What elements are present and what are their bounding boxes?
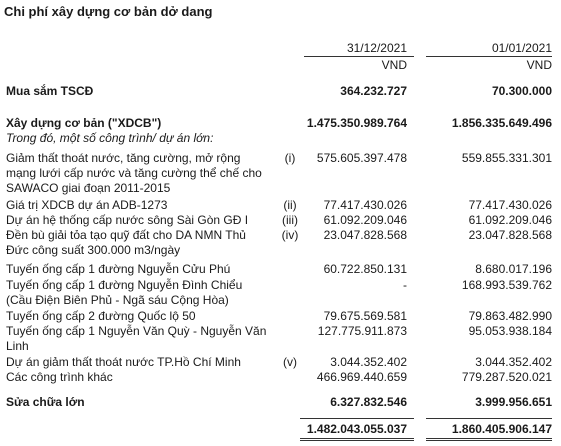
row-label: Dự án hệ thống cấp nước sông Sài Gòn GĐ I <box>6 213 249 227</box>
row-value-2021-12-31: 466.969.440.659 <box>316 370 407 384</box>
col2-unit: VND <box>526 58 552 72</box>
row-ref: (ii) <box>283 198 297 212</box>
row-label: Trong đó, một số công trình/ dự án lớn: <box>6 131 214 145</box>
row-value-2021-12-31: 6.327.832.546 <box>330 395 407 409</box>
row-label: Mua sắm TSCĐ <box>6 84 94 98</box>
row-value-2021-12-31: 61.092.209.046 <box>323 213 407 227</box>
row-value-2021-12-31: 23.047.828.568 <box>323 228 407 242</box>
row-label: SAWACO giai đoạn 2011-2015 <box>6 181 171 195</box>
col2-date: 01/01/2021 <box>491 41 552 55</box>
col1-date: 31/12/2021 <box>346 41 407 55</box>
row-label: Linh <box>6 339 29 353</box>
row-value-2021-01-01: 3.044.352.402 <box>475 355 552 369</box>
row-label: Xây dựng cơ bản ("XDCB") <box>6 116 162 130</box>
section-title: Chi phí xây dựng cơ bản dở dang <box>4 4 213 19</box>
row-value-2021-12-31: 575.605.397.478 <box>316 151 407 165</box>
row-label: Đức công suất 300.000 m3/ngày <box>6 243 181 257</box>
row-label: Dự án giảm thất thoát nước TP.Hồ Chí Minh <box>6 355 241 369</box>
row-ref: (i) <box>284 151 296 165</box>
row-label: Giá trị XDCB dự án ADB-1273 <box>6 198 168 212</box>
total-col2: 1.860.405.906.147 <box>451 422 552 436</box>
row-value-2021-01-01: 70.300.000 <box>491 84 552 98</box>
row-value-2021-12-31: 79.675.569.581 <box>323 309 407 323</box>
row-label: Giảm thất thoát nước, tăng cường, mở rộng <box>6 151 241 165</box>
row-label: Tuyến ống cấp 1 Nguyễn Văn Quỳ - Nguyễn Văn <box>6 324 267 338</box>
row-label: (Cầu Điện Biên Phủ - Ngã sáu Cộng Hòa) <box>6 293 229 307</box>
row-value-2021-12-31: 60.722.850.131 <box>323 262 407 276</box>
row-value-2021-01-01: 79.863.482.990 <box>468 309 552 323</box>
row-value-2021-01-01: 23.047.828.568 <box>468 228 552 242</box>
row-value-2021-01-01: 168.993.539.762 <box>461 278 552 292</box>
row-value-2021-12-31: - <box>403 278 407 292</box>
row-label: Sửa chữa lớn <box>6 395 85 409</box>
row-value-2021-01-01: 61.092.209.046 <box>468 213 552 227</box>
total-rule-col1 <box>300 418 414 419</box>
total-underline-col2 <box>426 438 552 439</box>
total-col1: 1.482.043.055.037 <box>306 422 407 436</box>
col2-header-rule <box>426 56 552 57</box>
row-value-2021-12-31: 364.232.727 <box>340 84 407 98</box>
row-label: Các công trình khác <box>6 370 113 384</box>
col1-header-rule <box>304 56 414 57</box>
row-label: Tuyến ống cấp 2 đường Quốc lộ 50 <box>6 309 196 323</box>
row-value-2021-12-31: 127.775.911.873 <box>317 324 407 338</box>
row-label: mạng lưới cấp nước và tăng cường thể chế cho <box>6 166 262 180</box>
row-value-2021-12-31: 3.044.352.402 <box>330 355 407 369</box>
total-double-underline-col2 <box>426 440 552 441</box>
total-double-underline-col1 <box>300 440 414 441</box>
row-value-2021-01-01: 559.855.331.301 <box>461 151 552 165</box>
total-rule-col2 <box>426 418 552 419</box>
row-value-2021-12-31: 77.417.430.026 <box>323 198 407 212</box>
row-value-2021-01-01: 8.680.017.196 <box>475 262 552 276</box>
row-value-2021-01-01: 1.856.335.649.496 <box>451 116 552 130</box>
row-ref: (v) <box>283 355 297 369</box>
row-value-2021-01-01: 95.053.938.184 <box>468 324 552 338</box>
total-underline-col1 <box>300 438 414 439</box>
row-value-2021-01-01: 779.287.520.021 <box>461 370 552 384</box>
row-value-2021-01-01: 77.417.430.026 <box>468 198 552 212</box>
row-label: Tuyến ống cấp 1 đường Nguyễn Cửu Phú <box>6 262 231 276</box>
row-ref: (iii) <box>282 213 298 227</box>
row-value-2021-12-31: 1.475.350.989.764 <box>306 116 407 130</box>
col1-unit: VND <box>381 58 407 72</box>
row-value-2021-01-01: 3.999.956.651 <box>475 395 552 409</box>
row-ref: (iv) <box>281 228 299 242</box>
row-label: Đền bù giải tỏa tạo quỹ đất cho DA NMN Thủ <box>6 228 246 242</box>
row-label: Tuyến ống cấp 1 đường Nguyễn Đình Chiểu <box>6 278 243 292</box>
